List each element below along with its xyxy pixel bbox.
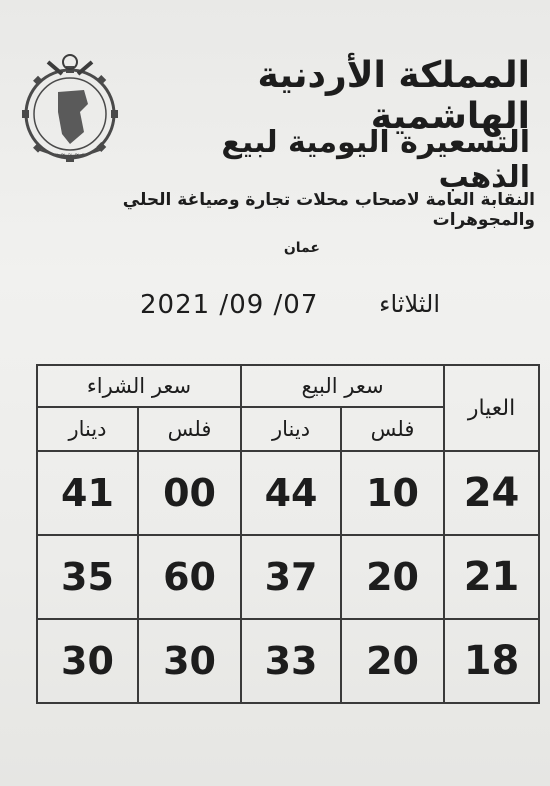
table-row	[37, 535, 539, 619]
sell-dinar-cell: 33	[241, 619, 341, 703]
sell-fils-cell: 10	[341, 451, 444, 535]
sell-fils-label: فلس	[341, 407, 444, 451]
sell-dinar-label: دينار	[241, 407, 341, 451]
buy-fils-cell: 30	[138, 619, 241, 703]
date-line	[140, 290, 440, 330]
union-emblem-icon	[18, 52, 123, 172]
buy-fils-cell: 00	[138, 451, 241, 535]
karat-cell: 18	[444, 619, 539, 703]
sell-price-header: سعر البيع	[241, 365, 444, 407]
buy-dinar-cell: 30	[37, 619, 138, 703]
svg-text:~ ~ ~ ~ ~: ~ ~ ~ ~ ~	[53, 151, 87, 158]
buy-dinar-cell: 41	[37, 451, 138, 535]
sell-dinar-cell: 37	[241, 535, 341, 619]
day-name: الثلاثاء	[379, 290, 440, 318]
karat-cell: 21	[444, 535, 539, 619]
karat-header: العيار	[444, 365, 539, 451]
buy-price-header: سعر الشراء	[37, 365, 241, 407]
buy-fils-label: فلس	[138, 407, 241, 451]
city-name: عمان	[283, 240, 320, 256]
page-subtitle: التسعيرة اليومية لبيع الذهب	[221, 125, 530, 195]
table-row	[37, 619, 539, 703]
table-row	[37, 451, 539, 535]
karat-cell: 24	[444, 451, 539, 535]
sell-dinar-cell: 44	[241, 451, 341, 535]
sell-fils-cell: 20	[341, 535, 444, 619]
buy-fils-cell: 60	[138, 535, 241, 619]
buy-dinar-cell: 35	[37, 535, 138, 619]
price-table	[36, 364, 540, 704]
sell-fils-cell: 20	[341, 619, 444, 703]
buy-dinar-label: دينار	[37, 407, 138, 451]
union-name: النقابة العامة لاصحاب محلات تجارة وصياغة الحلي والمجوهرات	[122, 190, 535, 230]
page-title: المملكة الأردنية الهاشمية	[257, 55, 530, 137]
date-value: 2021 /09 /07	[140, 290, 319, 320]
